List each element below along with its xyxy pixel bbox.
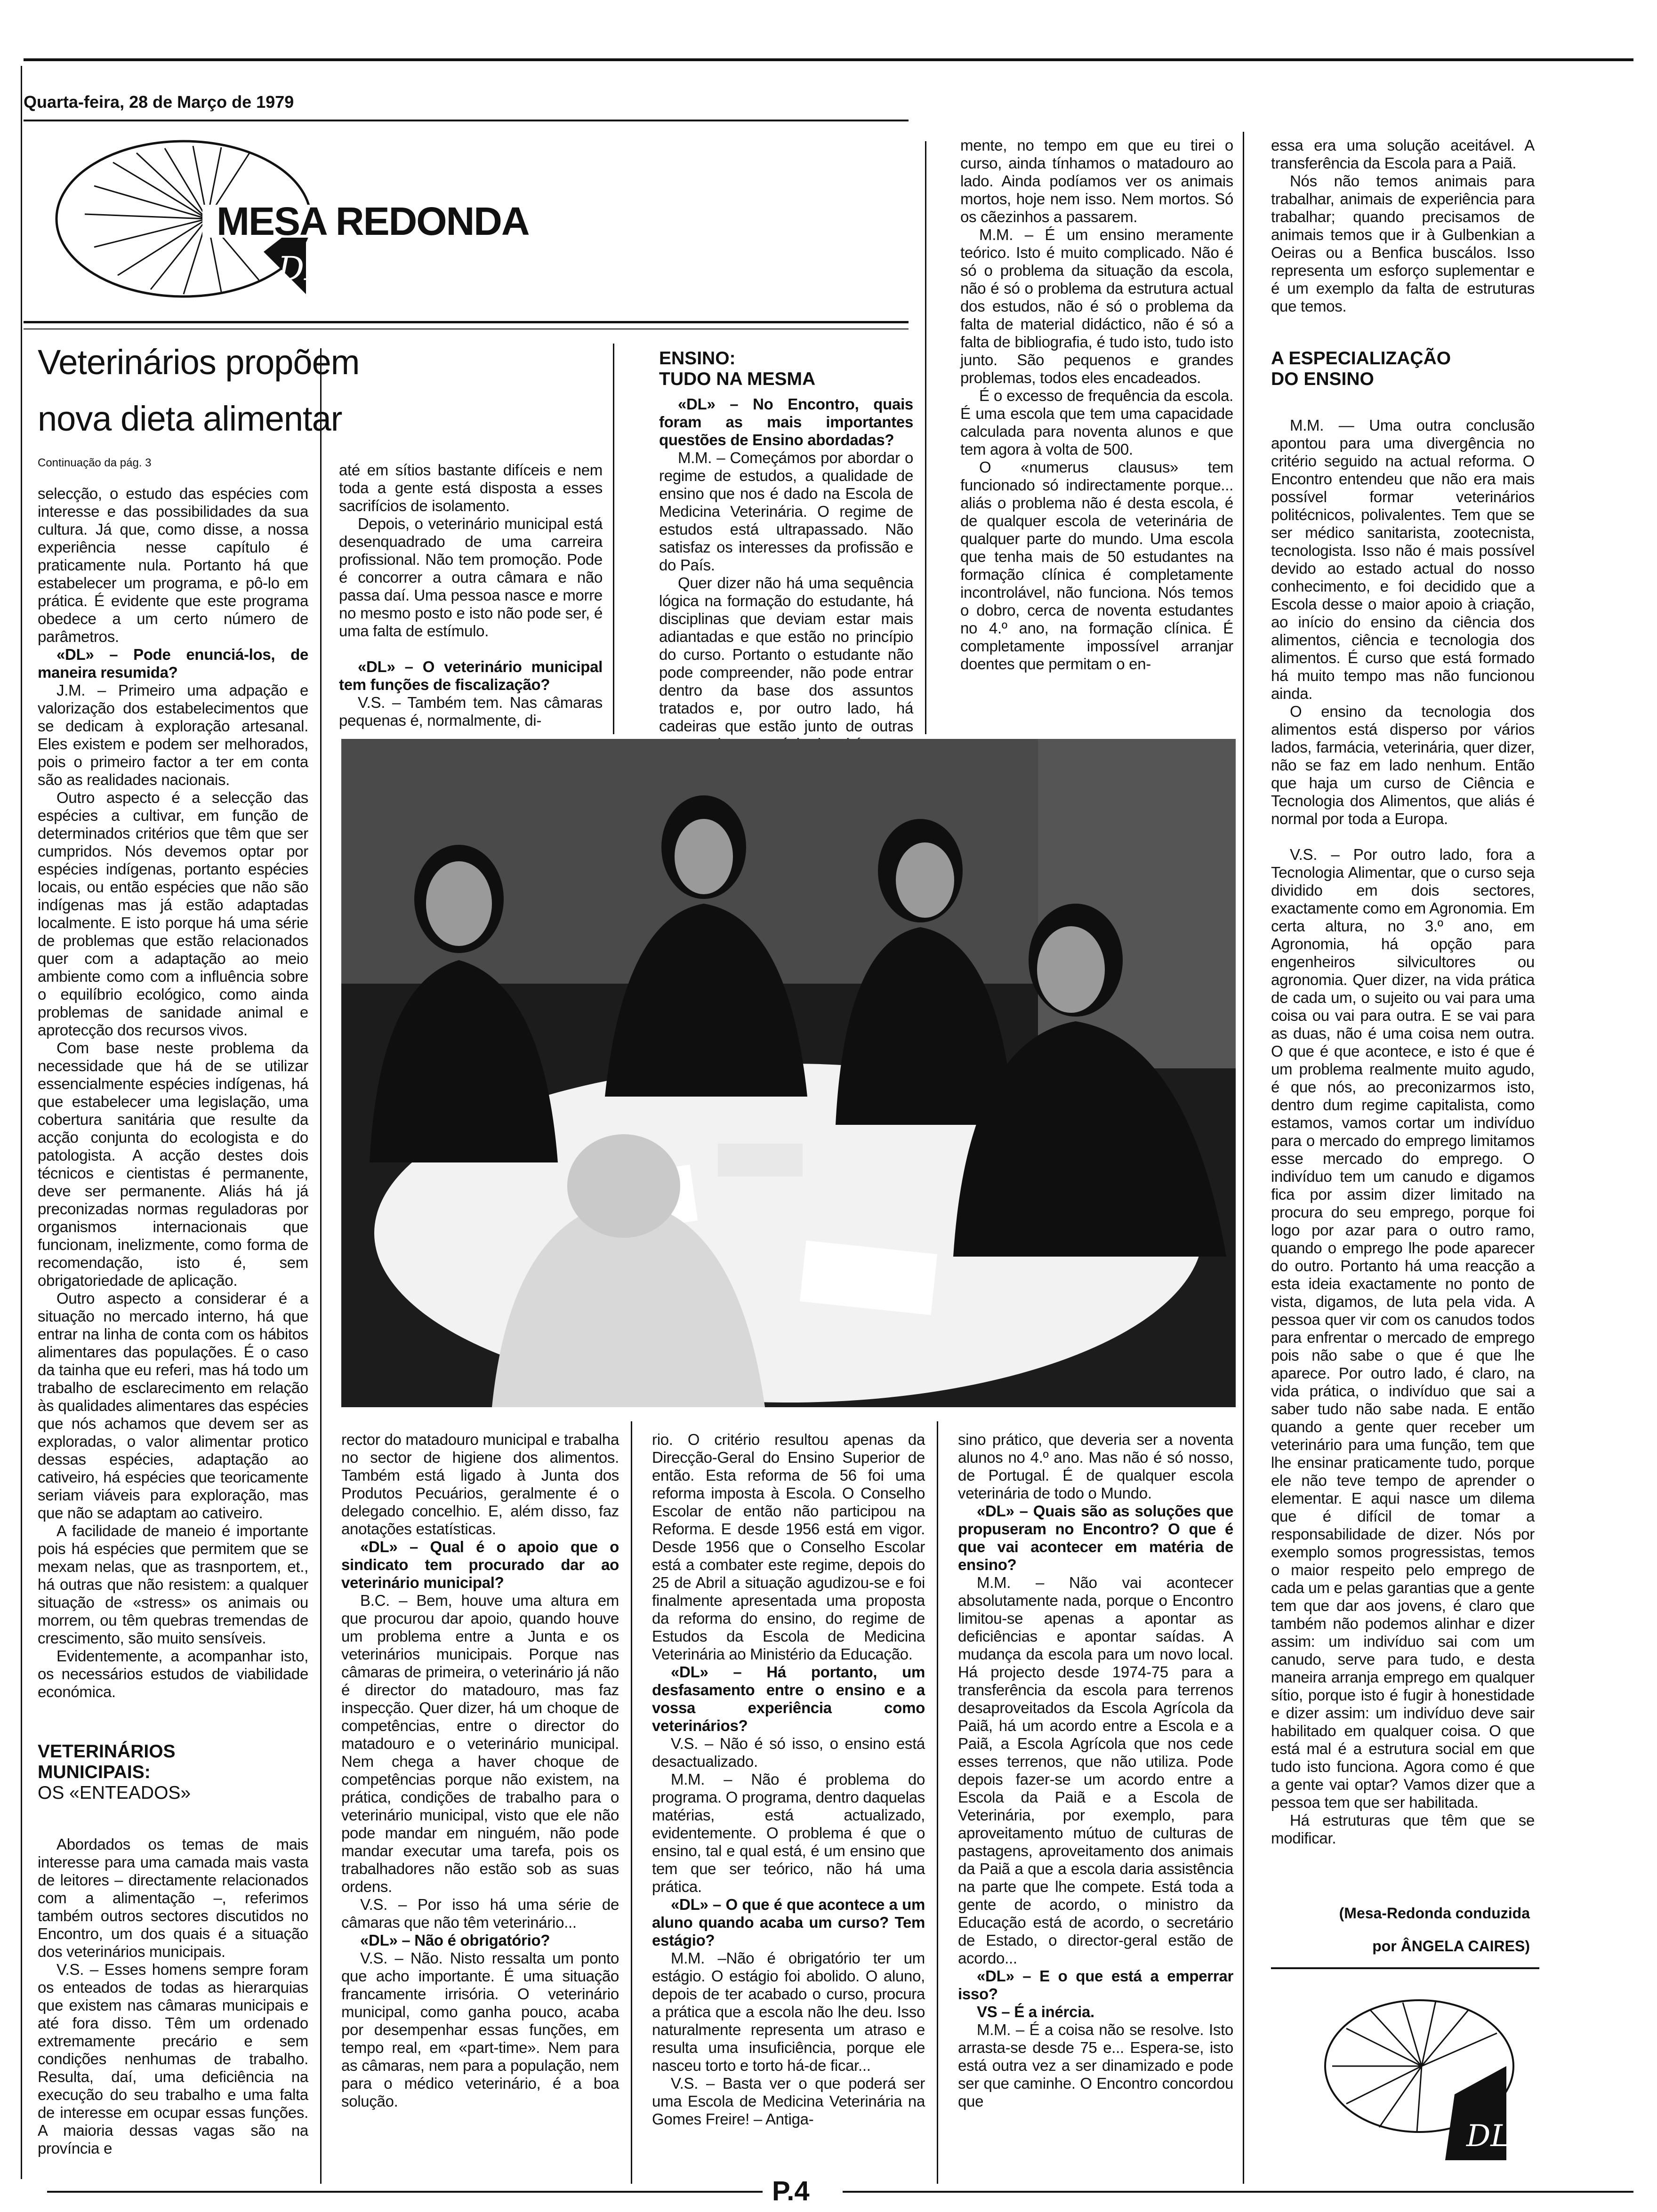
column-divider (613, 344, 614, 734)
paragraph: Com base neste problema da necessidade que há de se utilizar essencialmente espécies indígenas, há que estabelecer uma legislação, uma cobertura sanitária que resulte da acção conjunta do ecologista e do patologista. A acção destes dois técnicos e cientistas é permanente, deve ser permanente. Aliás há já preconizadas normas reguladoras por organismos internacionais que funcionam, inelizmente, como forma de recomendação, isto é, sem obrigatoriedade de aplicação. (38, 1039, 308, 1289)
paragraph: rio. O critério resultou apenas da Direcção-Geral do Ensino Superior de então. Esta reforma de 56 foi uma reforma imposta à Escola. O Conselho Escolar de então não participou na Reforma. E desde 1956 está em vigor. Desde 1956 que o Conselho Escolar está a combater este regime, depois do 25 de Abril a situação agudizou-se e foi finalmente apresentada uma proposta da reforma do ensino, do regime de Estudos da Escola de Medicina Veterinária ao Ministério da Educação. (652, 1431, 925, 1663)
paragraph: M.M. – É um ensino meramente teórico. Isto é muito complicado. Não é só o problema da situação da escola, não é só o problema da estrutura actual dos estudos, não é só o problema da falta de material didáctico, não é só a falta de bibliografia, é tudo isto, tudo isto junto. São pequenos e grandes problemas, todos eles encadeados. (960, 226, 1233, 386)
paragraph: selecção, o estudo das espécies com interesse e das possibilidades da sua cultura. Já que, como disse, a nossa experiência nesse capítulo é praticamente nula. Portanto há que estabelecer um programa, e pô-lo em prática. É evidente que este programa obedece a um certo número de parâmetros. (38, 485, 308, 645)
paragraph: V.S. – Não é só isso, o ensino está desactualizado. (652, 1735, 925, 1770)
column-4-lower-text (958, 1431, 1233, 2179)
paragraph: M.M. – Não vai acontecer absolutamente nada, porque o Encontro limitou-se apenas a apontar as deficiências e apontar saídas. A mudança da escola para um novo local. Há projecto desde 1974-75 para a transferência da escola para terrenos desaproveitados da Escola Agrícola da Paiã, há um acordo entre a Escola e a Paiã, a Escola Agrícola que nos cede esses terrenos, que não utiliza. Pode depois fazer-se um acordo entre a Escola da Paiã e a Escola de Veterinária, por exemplo, para aproveitamento mútuo de culturas de pastagens, aproveitamento dos animais da Paiã a que a escola daria assistência na parte que lhe compete. Está toda a gente de acordo, o ministro da Educação está de acordo, o secretário de Estado, o director-geral estão de acordo... (958, 1574, 1233, 1967)
section-title: MESA REDONDA (217, 199, 529, 243)
column-divider (631, 1421, 632, 2184)
subhead-line: DO ENSINO (1271, 369, 1374, 389)
paragraph: mente, no tempo em que eu tirei o curso, ainda tínhamos o matadouro ao lado. Ainda podíamos ver os animais mortos, hoje nem isso. Nem mortos. Só os cãezinhos a passarem. (960, 136, 1233, 225)
column-1-text (38, 485, 308, 1746)
credit-rule (1271, 1967, 1539, 1969)
column-5-text (1271, 417, 1535, 1890)
paragraph: V.S. – Basta ver o que poderá ser uma Escola de Medicina Veterinária na Gomes Freire! – Antiga- (652, 2075, 925, 2128)
paragraph: V.S. – Esses homens sempre foram os enteados de todas as hierarquias que existem nas câmaras municipais e até fora disso. Têm um ordenado extremamente precário e sem condições nenhumas de trabalho. Resulta, daí, uma deficiência na execução do seu trabalho e uma falta de interesse em ocupar essas funções. A maioria dessas vagas são na província e (38, 1961, 308, 2157)
column-divider (320, 348, 322, 2184)
subhead-line: ENSINO: (659, 348, 736, 369)
paragraph: J.M. – Primeiro uma adpação e valorização dos estabelecimentos que se dedicam à exploração artesanal. Eles existem e podem ser melhorados, pois o primeiro factor a ter em conta são as realidades nacionais. (38, 681, 308, 788)
subhead-veterinarios-municipais (38, 1741, 311, 1803)
paragraph: rector do matadouro municipal e trabalha no sector de higiene dos alimentos. Também está ligado à Junta dos Produtos Pecuários, geralmente é o delegado concelhio. E, além disso, faz anotações estatísticas. (341, 1431, 619, 1538)
page-number: P.4 (772, 2176, 810, 2206)
column-2-text (339, 461, 603, 734)
paragraph: essa era uma solução aceitável. A transferência da Escola para a Paiã. (1271, 136, 1535, 172)
paragraph: Abordados os temas de mais interesse para uma camada mais vasta de leitores – directamente relacionados com a alimentação –, referimos também outros sectores discutidos no Encontro, um dos quais é a situação dos veterinários municipais. (38, 1835, 308, 1960)
interviewer-question: «DL» – O que é que acontece a um aluno quando acaba um curso? Tem estágio? (652, 1896, 925, 1949)
paragraph: B.C. – Bem, houve uma altura em que procurou dar apoio, quando houve um problema entre a Junta e os veterinários municipais. Porque nas câmaras de primeira, o veterinário já não é director do matadouro, mas faz inspecção. Quer dizer, há um choque de competências, entre o director do matadouro e o veterinário municipal. Nem chega a haver choque de competências porque não existem, na prática, condições de trabalho para o veterinário municipal, visto que ele não pode mandar em ninguém, não pode mandar executar uma tarefa, pois os trabalhadores não estão sob as suas ordens. (341, 1592, 619, 1895)
roundtable-photo (341, 739, 1236, 1407)
interviewer-question: «DL» – Pode enunciá-los, de maneira resumida? (38, 646, 308, 681)
dl-emblem-icon (1318, 1991, 1520, 2170)
paragraph: sino prático, que deveria ser a noventa alunos no 4.º ano. Mas não é só nosso, de Portugal. É de qualquer escola veterinária de todo o Mundo. (958, 1431, 1233, 1502)
article-title-line-1: Veterinários propõem (38, 343, 360, 382)
subhead-ensino (659, 348, 913, 390)
paragraph: Há estruturas que têm que se modificar. (1271, 1811, 1535, 1847)
mesa-redonda-logo (42, 134, 529, 318)
paragraph: Nós não temos animais para trabalhar, animais de experiência para trabalhar; quando precisamos de animais temos que ir à Gulbenkian a Oeiras ou a Benfica buscálos. Isso representa um esforço suplementar e é um exemplo da falta de estruturas que temos. (1271, 172, 1535, 315)
paragraph: É o excesso de frequência da escola. É uma escola que tem uma capacidade calculada para noventa alunos e que tem agora à volta de 500. (960, 387, 1233, 458)
column-5-top-text (1271, 136, 1535, 334)
paragraph: Outro aspecto a considerar é a situação no mercado interno, há que entrar na linha de conta com os hábitos alimentares das populações. É o caso da tainha que eu referi, mas há todo um trabalho de esclarecimento em relação às qualidades alimentares das espécies que nós achamos que devem ser as exploradas, o valor alimentar protico dessas espécies, adaptação ao cativeiro, há espécies que teoricamente seriam viáveis para exploração, mas que não se adaptam ao cativeiro. (38, 1290, 308, 1522)
column-1-lower-text (38, 1835, 308, 2179)
credit-line (1309, 1897, 1530, 1963)
paragraph: V.S. – Também tem. Nas câmaras pequenas é, normalmente, di- (339, 694, 603, 729)
subhead-line: A ESPECIALIZAÇÃO (1271, 348, 1451, 369)
column-divider (937, 1421, 938, 2184)
interviewer-question: «DL» – Qual é o apoio que o sindicato tem procurado dar ao veterinário municipal? (341, 1538, 619, 1591)
paragraph: Quer dizer não há uma sequência lógica na formação do estudante, há disciplinas que deviam estar mais adiantadas e que estão no princípio do curso. Portanto o estudante não pode compreender, não pode entrar dentro da base dos assuntos tratados e, por outro lado, há cadeiras que estão junto de outras (659, 574, 913, 735)
subhead-especializacao (1271, 348, 1535, 390)
paragraph: O «numerus clausus» tem funcionado só indirectamente porque... aliás o problema não é desta escola, é de qualquer escola de veterinária de qualquer parte do mundo. Uma escola que tenha mais de 50 estudantes na formação clínica é completamente incontrolável, não funciona. Nós temos o dobro, cerca de noventa estudantes no 4.º ano, na formação clínica. É completamente impossível arranjar doentes que permitam o en- (960, 458, 1233, 673)
subhead-line: MUNICIPAIS: (38, 1762, 151, 1782)
column-4-text (960, 136, 1233, 734)
dl-logo-bottom (1318, 1991, 1520, 2170)
paragraph: V.S. – Por outro lado, fora a Tecnologia Alimentar, que o curso seja dividido em dois sectores, exactamente como em Agronomia. Em certa altura, no 3.º ano, em Agronomia, há opção para engenheiros silvicultores ou agronomia. Quer dizer, na vida prática de cada um, o sujeito ou vai para uma coisa ou vai para outra. E se vai para as duas, não é uma coisa nem outra. O que é que acontece, e isto é que é um problema realmente muito agudo, é que nós, ao preconizarmos isto, dentro dum regime capitalista, como estamos, vamos cortar um indivíduo para o mercado do emprego limitamos esse mercado do emprego. O indivíduo tem um canudo e digamos fica por assim dizer limitado na procura do seu emprego, porque foi logo por azar para o outro ramo, quando o emprego lhe pode aparecer do outro. Portanto há uma reacção a esta ideia exactamente no ponto de vista, digamos, de luta pela vida. A pessoa quer vir com os canudos todos para enfrentar o mercado de emprego pois não sabe o que é que lhe aparece. Por outro lado, é claro, na vida prática, o indivíduo que sai a saber tudo não sabe nada. E então quando a gente quer receber um veterinário para uma função, tem que lhe ensinar praticamente tudo, porque ele não teve tempo de aprender o elementar. E aqui nasce um dilema que é difícil de tomar a responsabilidade de dizer. Nós por exemplo somos progressistas, temos o maior respeito pelo emprego de cada um e pelas garantias que a gente tem que dar aos jovens, é claro que também não podemos alinhar e dizer assim: um indivíduo sai com um canudo, serve para tudo, e desta maneira arranja emprego em qualquer sítio, porque isto é fugir à honestidade e dizer assim: um indivíduo deve sair habilitado em qualquer coisa. O que está mal é a estrutura social em que tudo isto funciona. Agora como é que a gente vai optar? Vamos dizer que a pessoa tem que ser habilitada. (1271, 846, 1535, 1811)
subhead-line: OS «ENTEADOS» (38, 1783, 191, 1803)
paragraph: M.M. — Uma outra conclusão apontou para uma divergência no critério seguido na actual reforma. O Encontro entendeu que não era mais possível formar veterinários politécnicos, polivalentes. Tem que se ser médico sanitarista, zootecnista, tecnologista. Isso não é mais possível devido ao estado actual do nosso conhecimento, e foi decidido que a Escola desse o maior apoio à criação, ao início do ensino da ciência dos alimentos, ciência e tecnologia dos alimentos. É curso que está formado há muito tempo mas não funcionou ainda. (1271, 417, 1535, 702)
column-divider (21, 66, 22, 2179)
paragraph: VS – É a inércia. (977, 2003, 1094, 2020)
interviewer-question: «DL» – Há portanto, um desfasamento entre o ensino e a vossa experiência como veterinários? (652, 1663, 925, 1734)
paragraph: até em sítios bastante difíceis e nem toda a gente está disposta a esses sacrifícios de isolamento. (339, 461, 603, 514)
interviewer-question: «DL» – Quais são as soluções que propuseram no Encontro? O que é que vai acontecer em matéria de ensino? (958, 1502, 1233, 1573)
subhead-line: VETERINÁRIOS (38, 1741, 176, 1762)
column-divider (925, 141, 926, 734)
continuation-note: Continuação da pág. 3 (38, 457, 152, 469)
top-rule (24, 58, 1633, 61)
interviewer-question: «DL» – E o que está a emperrar isso? (958, 1967, 1233, 2003)
paragraph: M.M. – É a coisa não se resolve. Isto arrasta-se desde 75 e... Espera-se, isto está outra vez a ser dinamizado e pode ser que caminhe. O Encontro concordou que (958, 2021, 1233, 2110)
credit-line-2: por ÂNGELA CAIRES) (1372, 1938, 1530, 1955)
paragraph: Depois, o veterinário municipal está desenquadrado de uma carreira profissional. Não tem promoção. Pode é concorrer a outra câmara e não passa daí. Uma pessoa nasce e morre no mesmo posto e isto não pode ser, é uma falta de estímulo. (339, 515, 603, 640)
paragraph: M.M. – Começámos por abordar o regime de estudos, a qualidade de ensino que nos é dado na Escola de Medicina Veterinária. O regime de estudos está ultrapassado. Não satisfaz os interesses da profissão e do País. (659, 449, 913, 574)
interviewer-question: «DL» – O veterinário municipal tem funções de fiscalização? (339, 658, 603, 693)
column-divider (1243, 132, 1244, 2184)
column-3-lower-text (652, 1431, 925, 2179)
interviewer-question: «DL» – Não é obrigatório? (360, 1931, 550, 1949)
issue-date: Quarta-feira, 28 de Março de 1979 (24, 92, 294, 112)
paragraph: V.S. – Não. Nisto ressalta um ponto que acho importante. É uma situação francamente irrisória. O veterinário municipal, como ganha pouco, acaba por desempenhar essas funções, em tempo real, em «part-time». Nem para as câmaras, nem para a população, nem para o médico veterinário, é a boa solução. (341, 1949, 619, 2110)
paragraph: Outro aspecto é a selecção das espécies a cultivar, em função de determinados critérios que têm que ser cumpridos. Nós devemos optar por espécies indígenas, portanto espécies locais, ou então espécies que não são indígenas mas já estão adaptadas localmente. E isto porque há uma série de problemas que estão relacionados quer com a adaptação ao meio ambiente como com a influência sobre o equilíbrio ecológico, como ainda problemas de sanidade animal e aprotecção dos recursos vivos. (38, 789, 308, 1039)
paragraph: M.M. – Não é problema do programa. O programa, dentro daquelas matérias, está actualizado, evidentemente. O problema é que o ensino, tal e qual está, é um ensino que tem que ser teórico, não há uma prática. (652, 1771, 925, 1895)
subhead-line: TUDO NA MESMA (659, 369, 816, 389)
logo-dl-text: DL (278, 249, 326, 288)
credit-line-1: (Mesa-Redonda conduzida (1339, 1905, 1530, 1922)
paragraph: V.S. – Por isso há uma série de câmaras que não têm veterinário... (341, 1896, 619, 1931)
logo-dl-text: DL (1466, 2119, 1511, 2154)
bottom-rule (47, 2191, 763, 2193)
photo-illustration (341, 739, 1236, 1407)
paragraph: Evidentemente, a acompanhar isto, os necessários estudos de viabilidade económica. (38, 1647, 308, 1700)
column-2-lower-text (341, 1431, 619, 2179)
section-rule (24, 321, 909, 323)
paragraph: A facilidade de maneio é importante pois há espécies que permitem que se mexam nelas, que as trasnportem, et., há outras que não resistem: a qualquer situação de «stress» os animais ou morrem, ou têm quebras tremendas de crescimento, são muito sensíveis. (38, 1522, 308, 1647)
bottom-rule (843, 2191, 1633, 2193)
date-rule (24, 120, 909, 121)
paragraph: M.M. –Não é obrigatório ter um estágio. O estágio foi abolido. O aluno, depois de ter acabado o curso, procura a prática que a escola não lhe deu. Isso naturalmente representa um atraso e resulta uma insuficiência, porque ele nasceu torto e torto há-de ficar... (652, 1949, 925, 2074)
interviewer-question: «DL» – No Encontro, quais foram as mais importantes questões de Ensino abordadas? (659, 395, 913, 449)
paragraph: O ensino da tecnologia dos alimentos está disperso por vários lados, farmácia, veterinária, quer dizer, não se faz em lado nenhum. Então que haja um curso de Ciência e Tecnologia dos Alimentos, que aliás é normal por toda a Europa. (1271, 703, 1535, 827)
column-3-text (659, 395, 913, 734)
article-title-line-2: nova dieta alimentar (38, 399, 342, 438)
